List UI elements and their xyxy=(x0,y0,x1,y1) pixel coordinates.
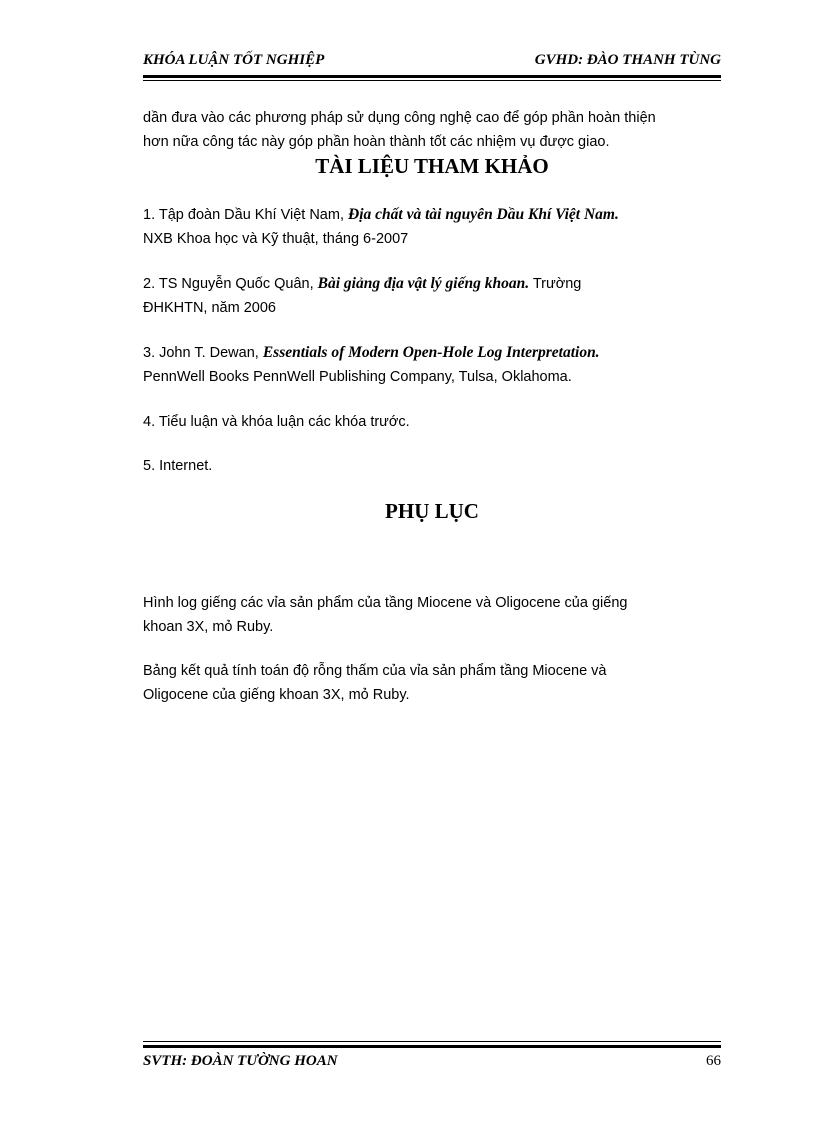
header-rule-thin xyxy=(143,80,721,81)
reference-2-suffix: Trường xyxy=(529,276,582,292)
references-heading: TÀI LIỆU THAM KHẢO xyxy=(315,154,549,178)
page-number: 66 xyxy=(706,1053,721,1069)
header-advisor: GVHD: ĐÀO THANH TÙNG xyxy=(534,52,721,68)
appendix-item-2-line-1: Bảng kết quả tính toán độ rỗng thấm của vỉa sản phẩm tầng Miocene và xyxy=(143,663,607,679)
page-footer xyxy=(143,1053,721,1075)
appendix-item-2-line-2: Oligocene của giếng khoan 3X, mỏ Ruby. xyxy=(143,687,410,703)
footer-rule-thick xyxy=(143,1045,721,1048)
reference-3-title: Essentials of Modern Open-Hole Log Interpretation. xyxy=(262,344,600,361)
appendix-item-1 xyxy=(143,591,721,639)
appendix-heading: PHỤ LỤC xyxy=(385,499,479,523)
appendix-item-1-line-1: Hình log giếng các vỉa sản phẩm của tầng Miocene và Oligocene của giếng xyxy=(143,595,628,611)
reference-2-publisher: ĐHKHTN, năm 2006 xyxy=(143,300,276,316)
intro-line-2: hơn nữa công tác này góp phần hoàn thành tốt các nhiệm vụ được giao. xyxy=(143,134,610,150)
reference-item-2 xyxy=(143,272,721,320)
header-thesis-title: KHÓA LUẬN TỐT NGHIỆP xyxy=(143,52,325,68)
reference-3-author: 3. John T. Dewan, xyxy=(143,345,263,361)
reference-3-publisher: PennWell Books PennWell Publishing Company, Tulsa, Oklahoma. xyxy=(143,369,572,385)
reference-item-3 xyxy=(143,341,721,389)
footer-rule-thin xyxy=(143,1041,721,1042)
reference-1-publisher: NXB Khoa học và Kỹ thuật, tháng 6-2007 xyxy=(143,231,409,247)
footer-student-name: SVTH: ĐOÀN TƯỜNG HOAN xyxy=(143,1053,338,1069)
appendix-item-1-line-2: khoan 3X, mỏ Ruby. xyxy=(143,619,274,635)
reference-2-title: Bài giảng địa vật lý giếng khoan. xyxy=(317,275,530,292)
reference-item-1 xyxy=(143,203,721,251)
reference-1-author: 1. Tập đoàn Dầu Khí Việt Nam, xyxy=(143,207,349,223)
reference-2-author: 2. TS Nguyễn Quốc Quân, xyxy=(143,276,318,292)
page-header xyxy=(143,52,721,74)
reference-item-4: 4. Tiểu luận và khóa luận các khóa trước. xyxy=(143,414,410,430)
reference-1-title: Địa chất và tài nguyên Dầu Khí Việt Nam. xyxy=(348,206,619,223)
intro-line-1: dần đưa vào các phương pháp sử dụng công nghệ cao để góp phần hoàn thiện xyxy=(143,110,656,126)
reference-item-5: 5. Internet. xyxy=(143,458,213,474)
header-rule-thick xyxy=(143,75,721,78)
intro-paragraph xyxy=(143,106,721,154)
appendix-item-2 xyxy=(143,659,721,707)
